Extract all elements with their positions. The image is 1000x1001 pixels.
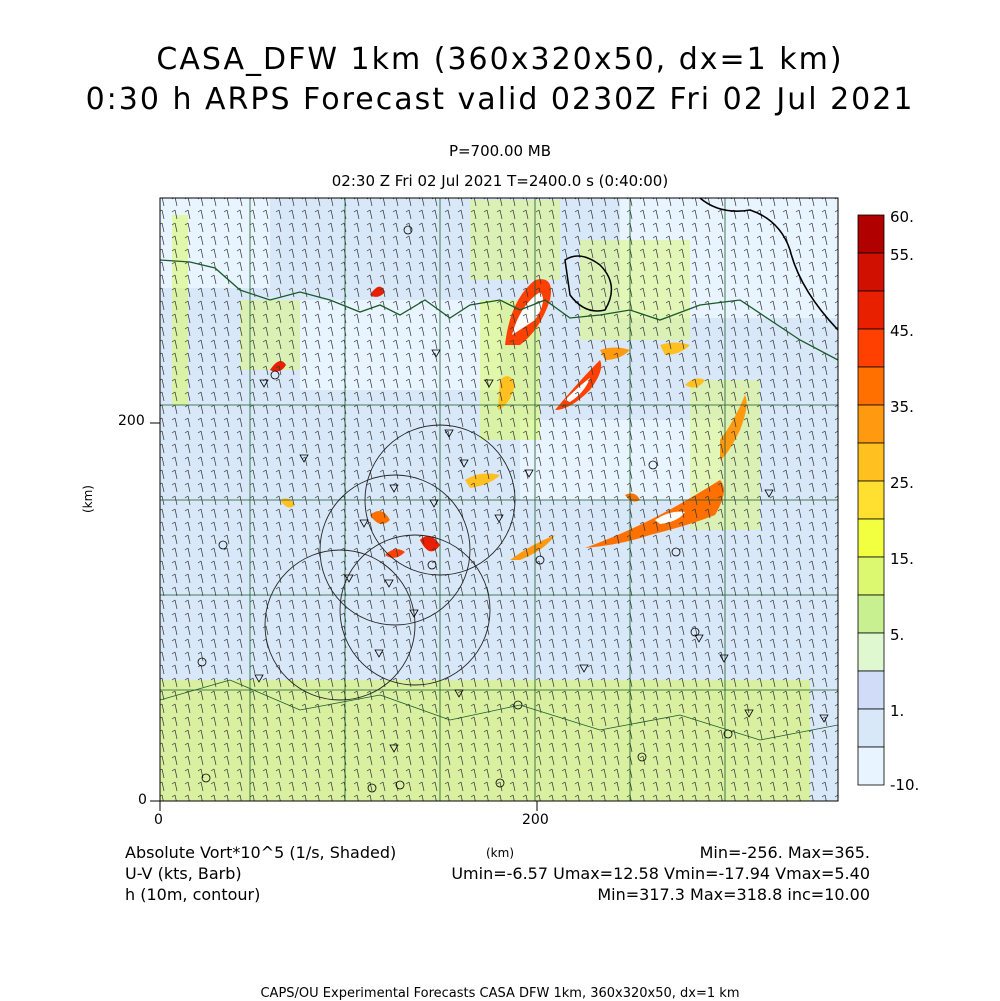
y-tick-200: 200 xyxy=(118,413,145,429)
colorbar-label-55: 55. xyxy=(890,246,914,264)
x-axis-label: (km) xyxy=(486,846,515,860)
colorbar-label-5: 5. xyxy=(890,626,905,644)
x-tick-0: 0 xyxy=(154,812,163,828)
legend-height: h (10m, contour) xyxy=(125,885,261,904)
stats-vorticity: Min=-256. Max=365. xyxy=(699,843,870,862)
y-axis-label: (km) xyxy=(81,484,96,514)
colorbar-label-1: 1. xyxy=(890,702,905,720)
shaded-field xyxy=(160,198,838,801)
x-tick-200: 200 xyxy=(522,812,549,828)
stats-height: Min=317.3 Max=318.8 inc=10.00 xyxy=(597,885,870,904)
colorbar-label-60: 60. xyxy=(890,208,914,226)
pressure-level: P=700.00 MB xyxy=(448,142,552,160)
colorbar-label-neg10: -10. xyxy=(890,776,920,794)
colorbar-label-35: 35. xyxy=(890,398,914,416)
legend-vorticity: Absolute Vort*10^5 (1/s, Shaded) xyxy=(125,843,397,862)
y-tick-0: 0 xyxy=(138,792,147,808)
valid-time: 02:30 Z Fri 02 Jul 2021 T=2400.0 s (0:40:00) xyxy=(331,172,669,190)
title-line-2: 0:30 h ARPS Forecast valid 0230Z Fri 02 Jul 2021 xyxy=(85,82,915,117)
credit-line: CAPS/OU Experimental Forecasts CASA DFW 1km, 360x320x50, dx=1 km xyxy=(260,986,740,1001)
colorbar-label-15: 15. xyxy=(890,550,914,568)
title-line-1: CASA_DFW 1km (360x320x50, dx=1 km) xyxy=(156,42,844,77)
colorbar-label-45: 45. xyxy=(890,322,914,340)
wind-barbs xyxy=(160,198,838,801)
colorbar xyxy=(858,215,884,785)
colorbar-label-25: 25. xyxy=(890,474,914,492)
stats-wind: Umin=-6.57 Umax=12.58 Vmin=-17.94 Vmax=5.40 xyxy=(451,864,870,883)
legend-wind: U-V (kts, Barb) xyxy=(125,864,242,883)
